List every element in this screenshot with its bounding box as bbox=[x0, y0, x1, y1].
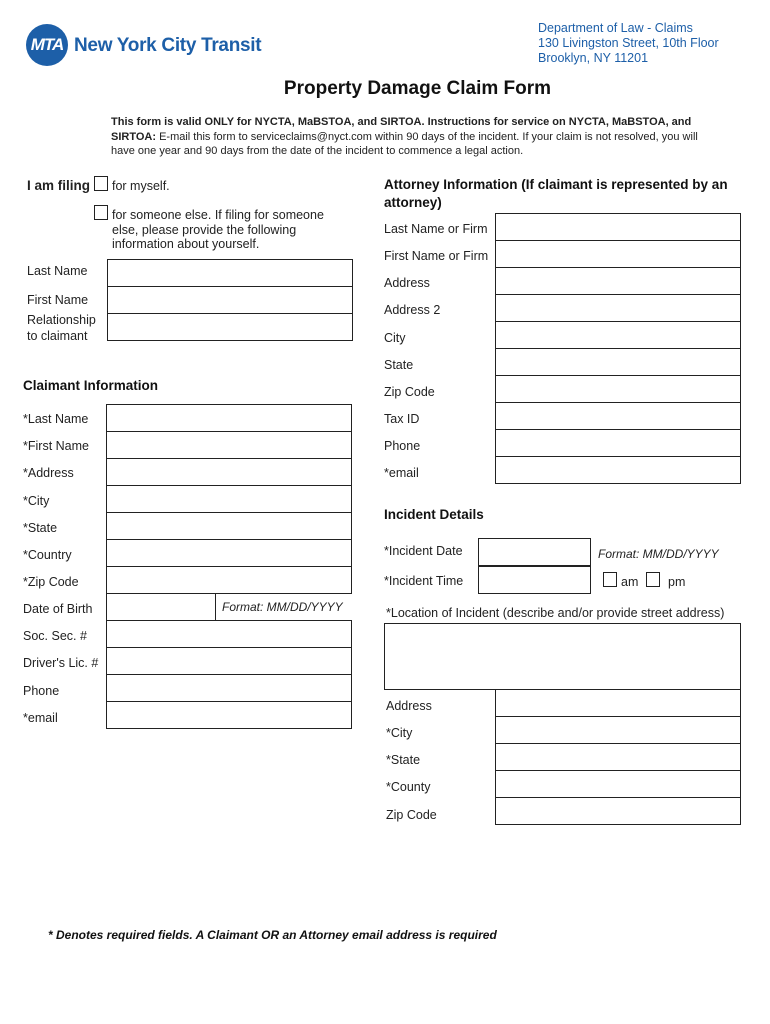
claimant-ssn-input[interactable] bbox=[106, 620, 352, 648]
claimant-city-input[interactable] bbox=[106, 485, 352, 513]
attorney-state-input[interactable] bbox=[495, 348, 741, 376]
dept-line-2: 130 Livingston Street, 10th Floor bbox=[538, 36, 719, 50]
claimant-dob-input[interactable] bbox=[106, 593, 216, 621]
incident-state-input[interactable] bbox=[495, 743, 741, 771]
incident-pm-checkbox[interactable] bbox=[646, 572, 660, 587]
attorney-last-name-label: Last Name or Firm bbox=[384, 222, 488, 236]
claimant-email-input[interactable] bbox=[106, 701, 352, 729]
attorney-phone-label: Phone bbox=[384, 439, 421, 453]
claimant-country-label: *Country bbox=[23, 548, 72, 562]
claimant-first-name-label: *First Name bbox=[23, 439, 89, 453]
incident-am-label: am bbox=[621, 575, 639, 589]
attorney-email-input[interactable] bbox=[495, 456, 741, 484]
attorney-tax-id-label: Tax ID bbox=[384, 412, 420, 426]
filer-last-name-label: Last Name bbox=[27, 264, 88, 278]
incident-am-checkbox[interactable] bbox=[603, 572, 617, 587]
attorney-address2-input[interactable] bbox=[495, 294, 741, 322]
attorney-address-label: Address bbox=[384, 276, 430, 290]
claimant-state-label: *State bbox=[23, 521, 58, 535]
incident-location-textarea[interactable] bbox=[384, 623, 741, 690]
attorney-zip-label: Zip Code bbox=[384, 385, 435, 399]
claimant-country-input[interactable] bbox=[106, 539, 352, 567]
attorney-tax-id-input[interactable] bbox=[495, 402, 741, 430]
attorney-heading-line-2: attorney) bbox=[384, 195, 442, 210]
claimant-phone-input[interactable] bbox=[106, 674, 352, 702]
relationship-input[interactable] bbox=[107, 313, 353, 341]
filer-last-name-input[interactable] bbox=[107, 259, 353, 287]
attorney-address-input[interactable] bbox=[495, 267, 741, 295]
filing-self-checkbox[interactable] bbox=[94, 176, 108, 191]
claimant-license-label: Driver's Lic. # bbox=[23, 656, 99, 670]
incident-state-label: *State bbox=[386, 753, 421, 767]
incident-county-label: *County bbox=[386, 780, 431, 794]
dept-line-3: Brooklyn, NY 11201 bbox=[538, 51, 649, 65]
incident-city-input[interactable] bbox=[495, 716, 741, 744]
claimant-zip-input[interactable] bbox=[106, 566, 352, 594]
attorney-heading-line-1: Attorney Information (If claimant is represented by an bbox=[384, 177, 728, 192]
intro-text bbox=[111, 115, 721, 159]
incident-date-label: *Incident Date bbox=[384, 544, 463, 558]
attorney-city-input[interactable] bbox=[495, 321, 741, 349]
claimant-first-name-input[interactable] bbox=[106, 431, 352, 459]
claimant-license-input[interactable] bbox=[106, 647, 352, 675]
claimant-ssn-label: Soc. Sec. # bbox=[23, 629, 87, 643]
filing-other-checkbox[interactable] bbox=[94, 205, 108, 220]
required-fields-footnote: * Denotes required fields. A Claimant OR an Attorney email address is required bbox=[48, 928, 497, 942]
filing-other-label bbox=[112, 208, 324, 252]
intro-bold: This form is valid ONLY for NYCTA, MaBSTOA, and SIRTOA. Instructions for service on NYCTA, MaBSTOA, and SIRTOA: bbox=[111, 116, 692, 143]
incident-address-label: Address bbox=[386, 699, 432, 713]
filing-self-label: for myself. bbox=[112, 179, 170, 193]
claimant-dob-format: Format: MM/DD/YYYY bbox=[222, 600, 343, 614]
attorney-first-name-input[interactable] bbox=[495, 240, 741, 268]
incident-date-input[interactable] bbox=[478, 538, 591, 566]
claimant-email-label: *email bbox=[23, 711, 58, 725]
incident-zip-label: Zip Code bbox=[386, 808, 437, 822]
attorney-first-name-label: First Name or Firm bbox=[384, 249, 489, 263]
claimant-address-label: *Address bbox=[23, 466, 74, 480]
filing-label: I am filing bbox=[27, 178, 91, 193]
claimant-city-label: *City bbox=[23, 494, 50, 508]
claimant-zip-label: *Zip Code bbox=[23, 575, 79, 589]
relationship-line-2: to claimant bbox=[27, 329, 88, 343]
claimant-last-name-input[interactable] bbox=[106, 404, 352, 432]
filing-other-line-1: for someone else. If filing for someone bbox=[112, 208, 324, 222]
incident-county-input[interactable] bbox=[495, 770, 741, 798]
incident-time-label: *Incident Time bbox=[384, 574, 464, 588]
claimant-phone-label: Phone bbox=[23, 684, 60, 698]
relationship-line-1: Relationship bbox=[27, 313, 96, 327]
filing-other-line-2: else, please provide the following bbox=[112, 222, 297, 237]
attorney-phone-input[interactable] bbox=[495, 429, 741, 457]
attorney-zip-input[interactable] bbox=[495, 375, 741, 403]
claimant-heading: Claimant Information bbox=[23, 378, 159, 393]
claimant-state-input[interactable] bbox=[106, 512, 352, 540]
incident-pm-label: pm bbox=[668, 575, 686, 589]
attorney-state-label: State bbox=[384, 358, 414, 372]
attorney-city-label: City bbox=[384, 331, 406, 345]
attorney-last-name-input[interactable] bbox=[495, 213, 741, 241]
incident-address-input[interactable] bbox=[495, 689, 741, 717]
attorney-heading bbox=[384, 176, 728, 212]
incident-city-label: *City bbox=[386, 726, 413, 740]
filer-first-name-label: First Name bbox=[27, 293, 89, 307]
filer-first-name-input[interactable] bbox=[107, 286, 353, 314]
incident-heading: Incident Details bbox=[384, 507, 484, 522]
claimant-address-input[interactable] bbox=[106, 458, 352, 486]
relationship-label bbox=[27, 312, 96, 344]
mta-logo-icon: MTA bbox=[26, 24, 68, 66]
incident-zip-input[interactable] bbox=[495, 797, 741, 825]
filing-other-line-3: information about yourself. bbox=[112, 237, 260, 251]
claimant-last-name-label: *Last Name bbox=[23, 412, 89, 426]
attorney-address2-label: Address 2 bbox=[384, 303, 441, 317]
incident-location-label: *Location of Incident (describe and/or provide street address) bbox=[386, 606, 725, 620]
department-address bbox=[538, 21, 719, 66]
logo-text: New York City Transit bbox=[74, 35, 262, 56]
claimant-dob-label: Date of Birth bbox=[23, 602, 93, 616]
intro-normal: E-mail this form to serviceclaims@nyct.com within 90 days of the incident. If your claim is not resolved, you will have one year and 90 days from the date of the incident to commence a legal action. bbox=[111, 130, 698, 157]
incident-time-input[interactable] bbox=[478, 566, 591, 594]
incident-date-format: Format: MM/DD/YYYY bbox=[598, 547, 719, 561]
page-title: Property Damage Claim Form bbox=[283, 78, 552, 99]
attorney-email-label: *email bbox=[384, 466, 419, 480]
dept-line-1: Department of Law - Claims bbox=[538, 21, 693, 35]
